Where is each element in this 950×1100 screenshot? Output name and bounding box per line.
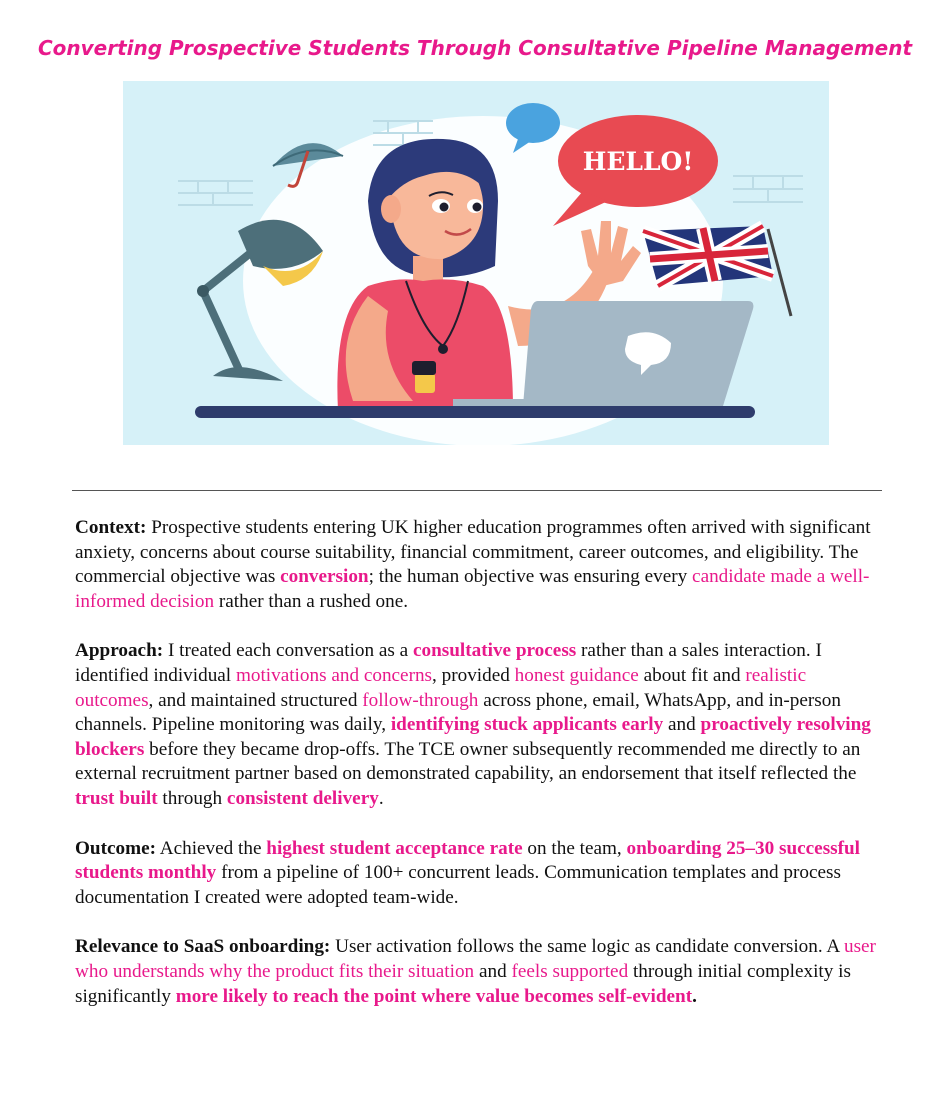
- highlighted-text: identifying stuck applicants early: [390, 714, 664, 736]
- body-text: .: [378, 787, 384, 809]
- body-text: User activation follows the same logic as candidate conversion. A: [330, 936, 844, 958]
- highlighted-text: realistic outcomes: [75, 664, 807, 711]
- section-approach: [75, 639, 885, 811]
- highlighted-text: user who understands why the product fits their situation: [75, 936, 876, 982]
- highlighted-text: more likely to reach the point where value becomes self-evident: [175, 985, 693, 1007]
- body-text: and: [663, 714, 701, 736]
- section-outcome: [75, 837, 885, 911]
- body-text: , and maintained structured: [148, 689, 363, 711]
- divider: [72, 490, 882, 491]
- highlighted-text: honest guidance: [514, 664, 639, 686]
- highlighted-text: conversion: [280, 566, 369, 588]
- body-text: I treated each conversation as a: [163, 640, 413, 662]
- highlighted-text: feels supported: [511, 960, 629, 982]
- desk: [195, 406, 755, 418]
- section-label: Outcome:: [75, 837, 156, 859]
- body-text: through: [157, 787, 227, 809]
- document-body: [75, 516, 885, 1034]
- body-text: Prospective students entering UK higher education programmes often arrived with significant anxiety, concerns about course suitability, financial commitment, career outcomes, and eligibility. The commercial objective was: [75, 517, 871, 588]
- highlighted-text: consistent delivery: [226, 787, 379, 809]
- highlighted-text: proactively resolving blockers: [75, 714, 871, 760]
- section-label: Approach:: [75, 640, 164, 662]
- highlighted-text: candidate made a well-informed decision: [75, 566, 870, 612]
- body-text: through initial complexity is significantly: [75, 960, 851, 1007]
- section-label: Relevance to SaaS onboarding:: [75, 936, 331, 958]
- body-text: about fit and: [638, 664, 746, 686]
- body-text: before they became drop-offs. The TCE owner subsequently recommended me directly to an external recruitment partner based on demonstrated capability, an endorsement that itself reflected the: [75, 738, 861, 785]
- body-text: from a pipeline of 100+ concurrent leads. Communication templates and process documentation I created were adopted team-wide.: [75, 862, 841, 908]
- body-text: ; the human objective was ensuring every: [368, 566, 693, 588]
- body-text: across phone, email, WhatsApp, and in-person channels. Pipeline monitoring was daily,: [75, 689, 841, 736]
- highlighted-text: follow-through: [362, 689, 479, 711]
- body-text: Achieved the: [156, 837, 267, 859]
- section-label: Context:: [75, 517, 147, 538]
- highlighted-text: motivations and concerns: [235, 664, 433, 686]
- header-illustration: [123, 81, 829, 445]
- body-text: , provided: [432, 664, 515, 686]
- body-text: rather than a sales interaction. I identified individual: [75, 640, 822, 686]
- hello-text: HELLO!: [582, 147, 694, 176]
- section-context: [75, 516, 885, 614]
- highlighted-text: consultative process: [412, 640, 577, 662]
- highlighted-text: trust built: [75, 787, 158, 809]
- body-text: on the team,: [522, 837, 627, 859]
- body-text: and: [474, 960, 512, 982]
- body-text: rather than a rushed one.: [214, 590, 409, 612]
- section-relevance: [75, 935, 885, 1009]
- highlighted-text: .: [692, 985, 697, 1007]
- highlighted-text: onboarding 25–30 successful students monthly: [75, 837, 861, 884]
- highlighted-text: highest student acceptance rate: [266, 837, 523, 859]
- document-title: Converting Prospective Students Through Consultative Pipeline Management: [37, 36, 913, 60]
